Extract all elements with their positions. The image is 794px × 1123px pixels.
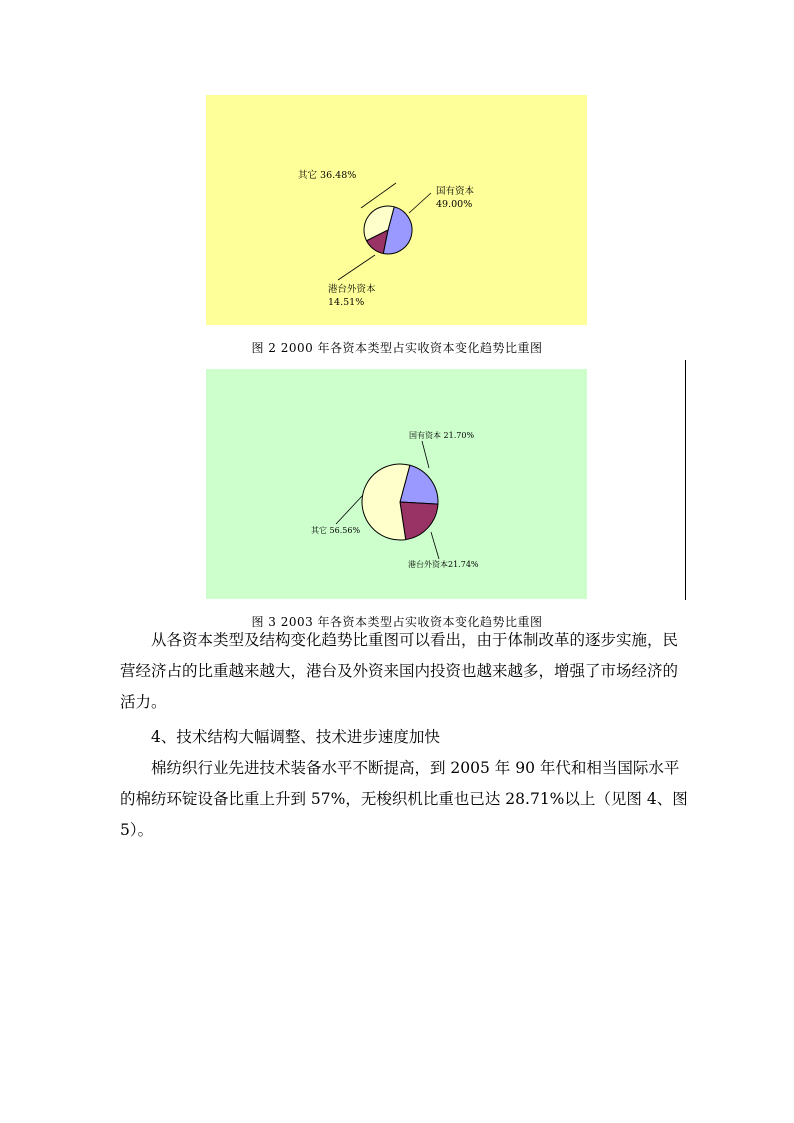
chart-2000 [206, 95, 587, 325]
pie-chart-2000 [206, 95, 587, 325]
margin-rule [685, 360, 686, 600]
label-other: 其它 56.56% [311, 526, 361, 535]
label-other: 其它 36.48% [298, 170, 357, 181]
paragraph-technology: 棉纺织行业先进技术装备水平不断提高，到 2005 年 90 年代和相当国际水平的棉纺环锭设备比重上升到 57%，无梭织机比重也已达 28.71%以上（见图 4、图 5）。 [120, 759, 688, 839]
label-foreign-value: 14.51% [328, 297, 365, 308]
label-state-value: 49.00% [436, 199, 473, 210]
label-state: 国有资本 21.70% [409, 431, 475, 440]
label-foreign: 港台外资本21.74% [408, 560, 479, 569]
chart-2003 [206, 369, 587, 599]
paragraph-analysis: 从各资本类型及结构变化趋势比重图可以看出，由于体制改革的逐步实施，民营经济占的比重越来越大，港台及外资来国内投资也越来越多，增强了市场经济的活力。 [120, 631, 679, 711]
pie-chart-2003 [206, 369, 587, 599]
section-heading-4: 4、技术结构大幅调整、技术进步速度加快 [151, 728, 440, 746]
label-foreign-name: 港台外资本 [328, 284, 376, 295]
caption-figure-2: 图 2 2000 年各资本类型占实收资本变化趋势比重图 [251, 341, 543, 355]
caption-figure-3: 图 3 2003 年各资本类型占实收资本变化趋势比重图 [251, 615, 543, 629]
label-state-name: 国有资本 [436, 186, 475, 197]
